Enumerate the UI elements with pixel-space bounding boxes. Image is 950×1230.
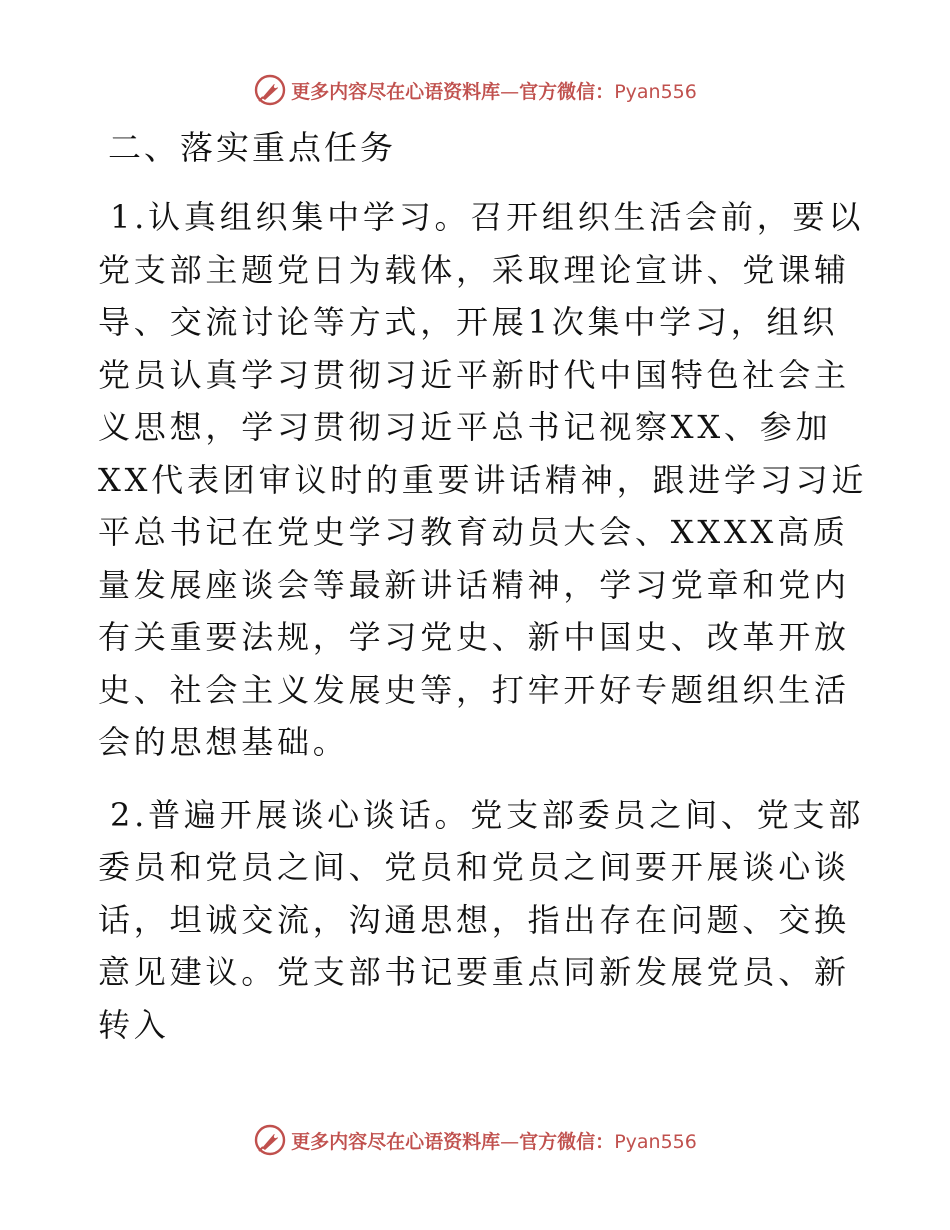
paragraph-1: 1.认真组织集中学习。召开组织生活会前，要以党支部主题党日为载体，采取理论宣讲、党课辅导、交流讨论等方式，开展1次集中学习，组织党员认真学习贯彻习近平新时代中国特色社会主义思想，学习贯彻习近平总书记视察XX、参加XX代表团审议时的重要讲话精神，跟进学习习近平总书记在党史学习教育动员大会、XXXX高质量发展座谈会等最新讲话精神，学习党章和党内有关重要法规，学习党史、新中国史、改革开放史、社会主义发展史等，打牢开好专题组织生活会的思想基础。 <box>98 198 868 761</box>
watermark-contact-id: Pyan556 <box>614 80 697 103</box>
footer-watermark <box>0 1120 950 1160</box>
watermark-contact-label: 官方微信： <box>519 80 615 103</box>
pen-nib-logo-icon <box>253 73 287 107</box>
watermark-separator: — <box>500 1130 520 1153</box>
watermark-label: 更多内容尽在心语资料库 <box>291 80 501 103</box>
watermark-contact-label: 官方微信： <box>519 1130 615 1153</box>
section-heading: 二、落实重点任务 <box>108 128 396 167</box>
watermark-text <box>291 77 697 104</box>
document-body <box>98 122 868 1071</box>
watermark-contact-id: Pyan556 <box>614 1130 697 1153</box>
header-watermark <box>0 70 950 110</box>
pen-nib-logo-icon <box>253 1123 287 1157</box>
watermark-separator: — <box>500 80 520 103</box>
watermark-text <box>291 1127 697 1154</box>
paragraph-2: 2.普遍开展谈心谈话。党支部委员之间、党支部委员和党员之间、党员和党员之间要开展谈心谈话，坦诚交流，沟通思想，指出存在问题、交换意见建议。党支部书记要重点同新发展党员、新转入 <box>98 795 865 1044</box>
watermark-label: 更多内容尽在心语资料库 <box>291 1130 501 1153</box>
